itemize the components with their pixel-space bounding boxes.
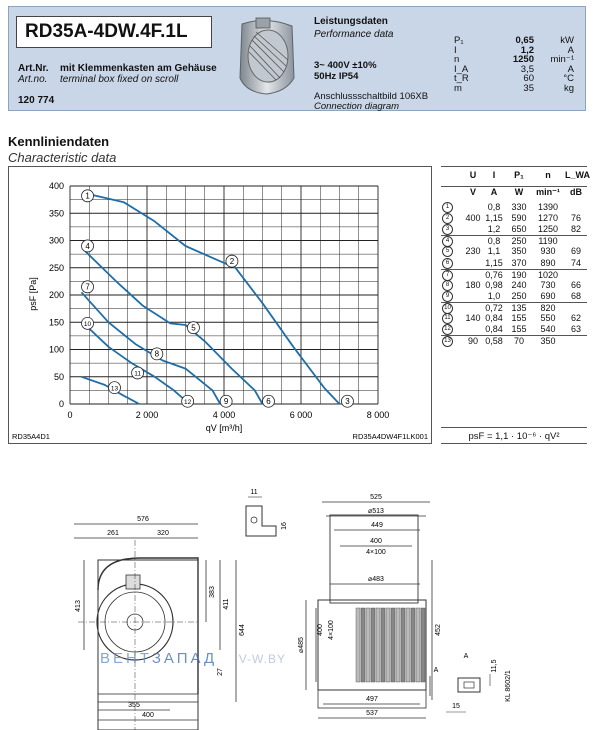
table-cell: V [469, 187, 476, 197]
curve-label-text: 2 [229, 257, 235, 267]
perf-val: 1250 [512, 54, 534, 66]
y-tick-label: 350 [48, 208, 64, 219]
perf-sym: P₁ [454, 35, 464, 46]
perf-val: 60 [523, 73, 534, 85]
curve-label-text: 5 [191, 323, 196, 333]
section-title-de: Kennliniendaten [8, 134, 110, 149]
housing-front-outline [98, 560, 198, 730]
table-cell: n [545, 170, 551, 180]
pressure-formula: psF = 1,1 · 10⁻⁶ · qV² [441, 427, 587, 444]
y-tick-label: 300 [48, 235, 64, 246]
row-id-badge: 12 [442, 324, 453, 335]
art-en-label: Art.no. [18, 74, 48, 85]
dimension-label: 4×100 [328, 620, 335, 640]
x-tick-label: 0 [67, 410, 73, 420]
perf-unit: A [567, 63, 574, 75]
watermark-part-a: ВЕНТ [100, 650, 152, 667]
curve-label-text: 12 [184, 399, 192, 407]
watermark-part-c: V-W.BY [238, 652, 287, 666]
dimension-label: ⌀485 [298, 637, 305, 653]
table-cell: 66 [570, 279, 581, 290]
x-tick-label: 4 000 [212, 410, 236, 420]
x-axis-label: qV [m³/h] [205, 423, 243, 433]
row-id-badge: 3 [442, 224, 453, 235]
y-tick-label: 0 [58, 399, 64, 409]
perf-val: 0,65 [515, 35, 534, 46]
table-units-row [441, 186, 587, 198]
impeller-blade [356, 608, 360, 682]
voltage: 3~ 400V ±10% [314, 60, 377, 71]
table-cell: 1,15 [485, 257, 503, 268]
table-cell: 74 [570, 257, 581, 268]
curve-label-2 [226, 255, 238, 267]
dimension-label: ⌀483 [368, 576, 384, 583]
table-row [441, 280, 587, 291]
dimension-label: 644 [239, 624, 246, 636]
impeller-blade [391, 608, 395, 682]
impeller-blade [371, 608, 375, 682]
impeller-blade [421, 608, 425, 682]
dimension-label: 383 [209, 586, 216, 598]
curve-label-8 [151, 348, 163, 360]
perf-sym: n [454, 54, 460, 66]
curve-label-text: 1 [85, 191, 90, 201]
perf-unit: kW [560, 35, 574, 46]
dimension-label: 411 [223, 598, 230, 610]
table-row [441, 258, 587, 269]
perf-title-en: Performance data [314, 29, 394, 40]
table-cell: 250 [511, 236, 527, 247]
table-cell: A [490, 187, 498, 197]
perf-val: 3,5 [520, 63, 534, 75]
table-cell: 540 [540, 324, 556, 335]
curve-label-11 [132, 367, 144, 379]
table-cell: 820 [540, 302, 556, 313]
fan-photo-icon [236, 16, 298, 96]
row-id-badge: 8 [442, 280, 453, 291]
table-cell: 930 [540, 246, 556, 257]
dimension-label: 15 [452, 703, 460, 710]
row-id-badge: 6 [442, 258, 453, 269]
dimension-label: 261 [107, 530, 119, 537]
detail-a-block [458, 678, 480, 692]
curve-label-text: 3 [345, 397, 350, 407]
dimension-label: 4×100 [366, 549, 386, 556]
table-cell: 135 [511, 302, 527, 313]
watermark-part-b: ЗАПАД [151, 650, 218, 667]
perf-unit: A [567, 44, 574, 56]
row-id-badge: 5 [442, 246, 453, 257]
model-title: RD35A-4DW.4F.1L [16, 16, 212, 48]
table-cell: 1270 [537, 213, 559, 224]
curve-label-6 [263, 395, 275, 407]
table-cell: 350 [511, 246, 527, 257]
perf-unit: min⁻¹ [550, 54, 574, 66]
perf-val: 35 [523, 82, 534, 94]
dimension-label: 449 [371, 522, 383, 529]
table-cell: U [469, 170, 477, 180]
dimension-label: 400 [142, 712, 154, 719]
table-cell: 1190 [538, 236, 558, 247]
curve-label-9 [220, 395, 232, 407]
table-row [441, 246, 587, 257]
x-tick-label: 2 000 [135, 410, 159, 420]
perf-sym: I_A [454, 63, 469, 75]
impeller-blade [416, 608, 420, 682]
characteristic-chart [8, 166, 432, 444]
table-cell: 62 [570, 313, 581, 323]
y-tick-label: 100 [48, 344, 64, 355]
row-id-badge: 1 [442, 202, 453, 213]
impeller-blade [396, 608, 400, 682]
table-cell: I [492, 170, 496, 180]
art-de-label: Art.Nr. [18, 63, 49, 74]
dimension-label: 525 [370, 494, 382, 501]
impeller-blade [376, 608, 380, 682]
table-cell: 0,76 [485, 269, 503, 280]
table-cell: 1020 [537, 269, 559, 280]
y-tick-label: 250 [48, 262, 64, 273]
dimension-label: 537 [366, 710, 378, 717]
impeller-blade [386, 608, 390, 682]
table-cell: 0,84 [485, 324, 503, 335]
table-cell: dB [570, 187, 582, 197]
impeller-blade [411, 608, 415, 682]
perf-val: 1,2 [520, 44, 534, 56]
dimension-label: 413 [75, 600, 82, 612]
curve-label-text: 9 [223, 397, 229, 407]
dimension-label: KL 8602/1 [505, 670, 512, 702]
table-cell: 1250 [537, 224, 559, 235]
curve-label-text: 4 [85, 241, 90, 251]
curve-label-1 [82, 190, 94, 202]
table-cell: 69 [570, 246, 581, 257]
impeller-blade [366, 608, 370, 682]
y-axis-label: psF [Pa] [28, 277, 38, 311]
x-tick-label: 8 000 [366, 410, 390, 420]
detail-a-slot [464, 682, 474, 688]
series-line-4 [85, 251, 262, 407]
table-cell: 890 [540, 257, 556, 268]
dimension-label: 320 [157, 530, 169, 537]
table-row [441, 324, 587, 335]
curve-label-12 [182, 395, 194, 407]
x-tick-label: 6 000 [289, 410, 313, 420]
impeller-blade [381, 608, 385, 682]
curve-label-text: 7 [85, 282, 90, 292]
dimension-label: A [463, 653, 469, 660]
technical-drawing [0, 480, 595, 730]
table-cell: 400 [465, 213, 481, 224]
table-cell: 0,98 [485, 279, 503, 290]
article-number: 120 774 [18, 95, 55, 106]
table-cell: 250 [511, 290, 527, 301]
impeller-blade [361, 608, 365, 682]
row-id-badge: 10 [442, 303, 453, 314]
table-cell: 68 [570, 290, 581, 301]
article-line-en [18, 74, 179, 85]
table-cell: 550 [540, 313, 556, 323]
curve-label-text: 6 [266, 397, 271, 407]
table-cell: 155 [511, 324, 527, 335]
table-cell: 155 [511, 313, 527, 323]
curve-label-10 [82, 317, 94, 329]
y-tick-label: 150 [48, 317, 64, 328]
clamp-detail [246, 506, 276, 536]
table-cell: 690 [540, 290, 556, 301]
dimension-label: 400 [370, 538, 382, 545]
row-id-badge: 9 [442, 291, 453, 302]
perf-title-de: Leistungsdaten [314, 16, 388, 27]
table-row [441, 313, 587, 324]
watermark [100, 650, 286, 667]
dimension-label: 497 [366, 696, 378, 703]
art-en-value: terminal box fixed on scroll [60, 74, 179, 85]
table-cell: 0,8 [487, 236, 501, 247]
dimension-label: 400 [317, 624, 324, 636]
dimension-label: 27 [217, 668, 224, 676]
table-cell: 0,8 [487, 202, 501, 212]
table-cell: W [514, 187, 524, 197]
table-cell: 140 [465, 313, 481, 323]
impeller-blade [401, 608, 405, 682]
table-cell: 63 [570, 324, 581, 335]
table-cell: 1,2 [487, 224, 501, 235]
frequency-protection: 50Hz IP54 [314, 71, 359, 82]
curve-label-3 [341, 395, 353, 407]
table-row [441, 213, 587, 224]
table-header-row [441, 170, 591, 181]
table-cell: 370 [511, 257, 527, 268]
table-cell: 230 [465, 246, 481, 257]
table-cell: 180 [465, 279, 481, 290]
table-cell: 190 [511, 269, 527, 280]
table-cell: 730 [540, 279, 556, 290]
curve-label-text: 8 [154, 349, 160, 359]
characteristic-table [441, 166, 591, 416]
dimension-label: 16 [281, 522, 288, 530]
impeller-blade [406, 608, 410, 682]
table-row [441, 291, 587, 302]
curve-label-7 [82, 281, 94, 293]
table-cell: 1,15 [485, 213, 503, 224]
dimension-label: A [433, 667, 439, 674]
table-cell: 650 [511, 224, 527, 235]
chart-footer-left: RD35A4D1 [12, 432, 50, 441]
dimension-label: 452 [435, 624, 442, 636]
table-row [441, 202, 587, 213]
table-top-rule [441, 166, 587, 167]
dimension-label: 11,5 [491, 659, 498, 673]
row-id-badge: 7 [442, 270, 453, 281]
connection-en: Connection diagram [314, 101, 400, 112]
table-cell: 350 [540, 336, 556, 347]
curve-label-text: 11 [134, 370, 141, 378]
table-cell: P₁ [514, 170, 524, 180]
table-cell: 1,0 [487, 290, 501, 301]
table-cell: 70 [513, 336, 524, 347]
curve-label-text: 13 [110, 385, 119, 393]
dimension-label: ⌀513 [368, 508, 384, 515]
curve-label-5 [187, 322, 199, 334]
table-row [441, 335, 587, 347]
perf-sym: t_R [454, 73, 469, 85]
section-title-en: Characteristic data [8, 150, 117, 165]
chart-footer-right: RD35A4DW4F1LK001 [352, 432, 428, 441]
y-tick-label: 400 [48, 181, 64, 191]
row-id-badge: 11 [442, 313, 453, 324]
perf-sym: I [454, 44, 457, 56]
row-id-badge: 2 [442, 213, 453, 224]
table-cell: 0,72 [485, 302, 503, 313]
table-cell: 90 [467, 336, 478, 347]
curve-label-13 [109, 382, 121, 394]
scroll-outline [98, 558, 198, 694]
table-cell: 330 [511, 202, 527, 212]
table-cell: 0,58 [485, 336, 503, 347]
front-base-plate [98, 694, 198, 702]
clamp-hole [251, 517, 257, 523]
art-de-value: mit Klemmenkasten am Gehäuse [60, 63, 217, 74]
table-cell: min⁻¹ [536, 187, 560, 197]
y-tick-label: 50 [53, 371, 64, 382]
dimension-label: 576 [137, 516, 149, 523]
series-line-7 [82, 292, 221, 407]
table-cell: 1390 [537, 202, 559, 212]
perf-unit: kg [563, 82, 574, 94]
curve-label-4 [82, 240, 94, 252]
table-cell: 76 [570, 213, 581, 224]
perf-unit: °C [563, 73, 574, 85]
curve-label-text: 10 [83, 321, 92, 329]
table-cell: 0,84 [485, 313, 503, 323]
dimension-label: 11 [250, 489, 258, 496]
table-cell: L_WA [565, 170, 591, 180]
article-line-de [18, 63, 217, 74]
perf-sym: m [454, 82, 462, 94]
dimension-label: 355 [128, 702, 140, 709]
connection-de: Anschlussschaltbild 106XB [314, 91, 429, 102]
y-tick-label: 200 [48, 290, 64, 300]
terminal-box [126, 575, 140, 589]
row-id-badge: 13 [442, 336, 453, 347]
table-cell: 590 [511, 213, 527, 224]
series-line-1 [89, 194, 339, 407]
table-cell: 82 [570, 224, 581, 235]
table-cell: 240 [511, 279, 527, 290]
row-id-badge: 4 [442, 236, 453, 247]
table-row [441, 224, 587, 235]
table-cell: 1,1 [487, 246, 501, 257]
